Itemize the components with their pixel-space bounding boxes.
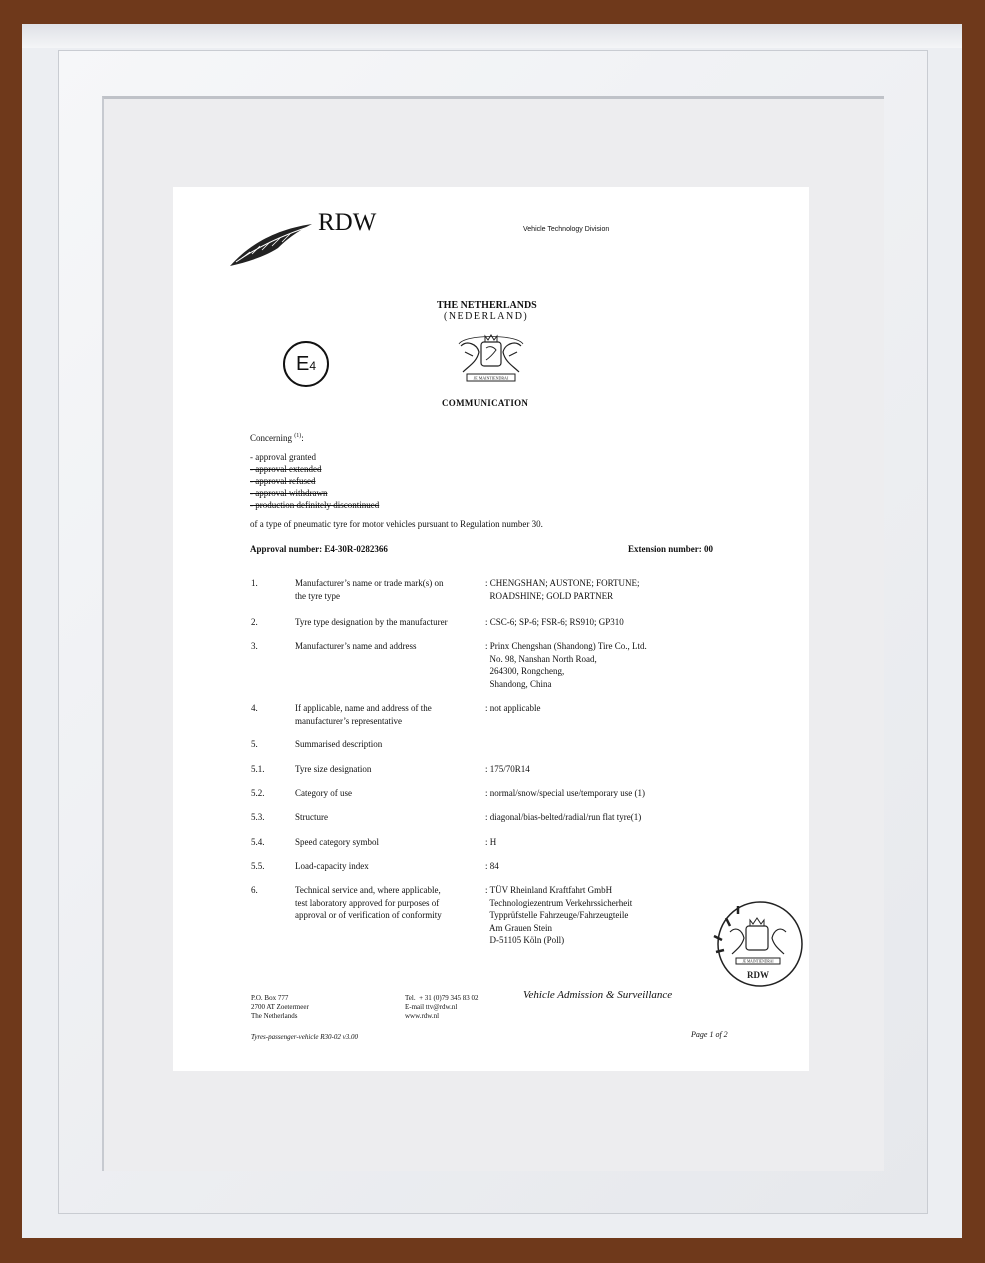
page-number: Page 1 of 2 [691,1030,728,1039]
item-number: 2. [251,617,258,627]
item-label: the tyre type [295,590,340,601]
item-label: approval or of verification of conformity [295,910,442,920]
item-value: Technologiezentrum Verkehrssicherheit [485,897,633,908]
footer-address-line: 2700 AT Zoetermeer [251,1003,309,1011]
footer-contact-line: Tel. + 31 (0)79 345 83 02 [405,994,479,1002]
extension-number: Extension number: 00 [628,544,714,554]
item-label: Summarised description [295,739,383,749]
item-value: : CSC-6; SP-6; FSR-6; RS910; GP310 [485,617,624,627]
item-label: If applicable, name and address of the [295,703,432,713]
item-value: Shandong, China [485,678,552,689]
item-value: : 175/70R14 [485,764,530,774]
item-label: Tyre type designation by the manufacturer [295,617,448,627]
item-value: : CHENGSHAN; AUSTONE; FORTUNE; [485,578,640,588]
e-mark-number: 4 [309,359,317,373]
item-value: Typprüfstelle Fahrzeuge/Fahrzeugteile [485,910,629,920]
division-name: Vehicle Technology Division [523,226,610,233]
item-value: : not applicable [485,703,541,713]
footer-address-line: P.O. Box 777 [251,994,289,1002]
e-mark-letter: E [295,353,310,375]
item-value: : Prinx Chengshan (Shandong) Tire Co., Ltd. [485,641,647,651]
country-name: THE NETHERLANDS [437,300,537,311]
item-label: Category of use [295,788,352,798]
item-value: D-51105 Köln (Poll) [485,935,565,945]
item-label: test laboratory approved for purposes of [295,897,440,908]
item-number: 5.5. [251,861,265,871]
concerning-label: Concerning $^{(1)}$: [250,433,304,443]
concerning-option: - approval extended [250,464,322,474]
concerning-option: - approval refused [250,476,316,486]
item-number: 3. [251,641,258,651]
item-label: Technical service and, where applicable, [295,885,441,895]
document-title: COMMUNICATION [442,398,529,408]
coat-of-arms-motto: JE MAINTIENDRAI [473,375,509,381]
concerning-option: - production definitely discontinued [250,500,380,510]
item-number: 5.3. [251,812,265,822]
item-value: ROADSHINE; GOLD PARTNER [485,590,614,601]
item-number: 5.2. [251,788,265,798]
stamp-motto: JE MAINTIENDRAI [742,959,774,964]
item-value: Am Grauen Stein [485,922,552,933]
form-reference: Tyres-passenger-vehicle R30-02 v3.00 [251,1033,358,1041]
item-number: 5.1. [251,764,265,774]
item-value: : normal/snow/special use/temporary use (1) [485,788,645,798]
item-label: Load-capacity index [295,861,369,871]
item-label: Structure [295,812,328,822]
footer-contact-line: www.rdw.nl [405,1012,440,1020]
item-number: 5. [251,739,258,749]
concerning-text: Concerning [250,433,292,443]
concerning-note-ref: (1) [294,433,302,439]
item-number: 1. [251,578,258,588]
item-value: : 84 [485,861,499,871]
item-value: No. 98, Nanshan North Road, [485,653,597,664]
rdw-stamp [708,896,804,992]
item-label: manufacturer’s representative [295,715,403,726]
item-label: Manufacturer’s name and address [295,641,417,651]
item-value: : diagonal/bias-belted/radial/run flat tyre(1) [485,812,642,822]
concerning-option: - approval withdrawn [250,488,328,498]
country-name-local: (NEDERLAND) [444,311,529,322]
footer-address-line: The Netherlands [251,1012,298,1020]
item-label: Tyre size designation [295,764,372,774]
item-label: Speed category symbol [295,837,379,847]
item-value: 264300, Rongcheng, [485,666,565,676]
item-number: 6. [251,885,258,895]
coat-of-arms-icon [455,332,527,384]
rdw-feather-logo [226,218,316,270]
approval-number: Approval number: E4-30R-0282366 [250,544,388,554]
concerning-option: - approval granted [250,452,316,462]
frame-bevel [22,24,962,48]
brand-name: RDW [318,209,377,236]
item-value: : TÜV Rheinland Kraftfahrt GmbH [485,885,613,895]
item-number: 4. [251,703,258,713]
item-label: Manufacturer’s name or trade mark(s) on [295,578,444,588]
e4-approval-mark [283,341,329,387]
subject-line: of a type of pneumatic tyre for motor vehicles pursuant to Regulation number 30. [250,519,543,529]
footer-contact-line: E-mail ttv@rdw.nl [405,1003,458,1011]
item-number: 5.4. [251,837,265,847]
stamp-text: RDW [747,970,769,980]
footer-department: Vehicle Admission & Surveillance [523,989,673,1001]
item-value: : H [485,837,497,847]
